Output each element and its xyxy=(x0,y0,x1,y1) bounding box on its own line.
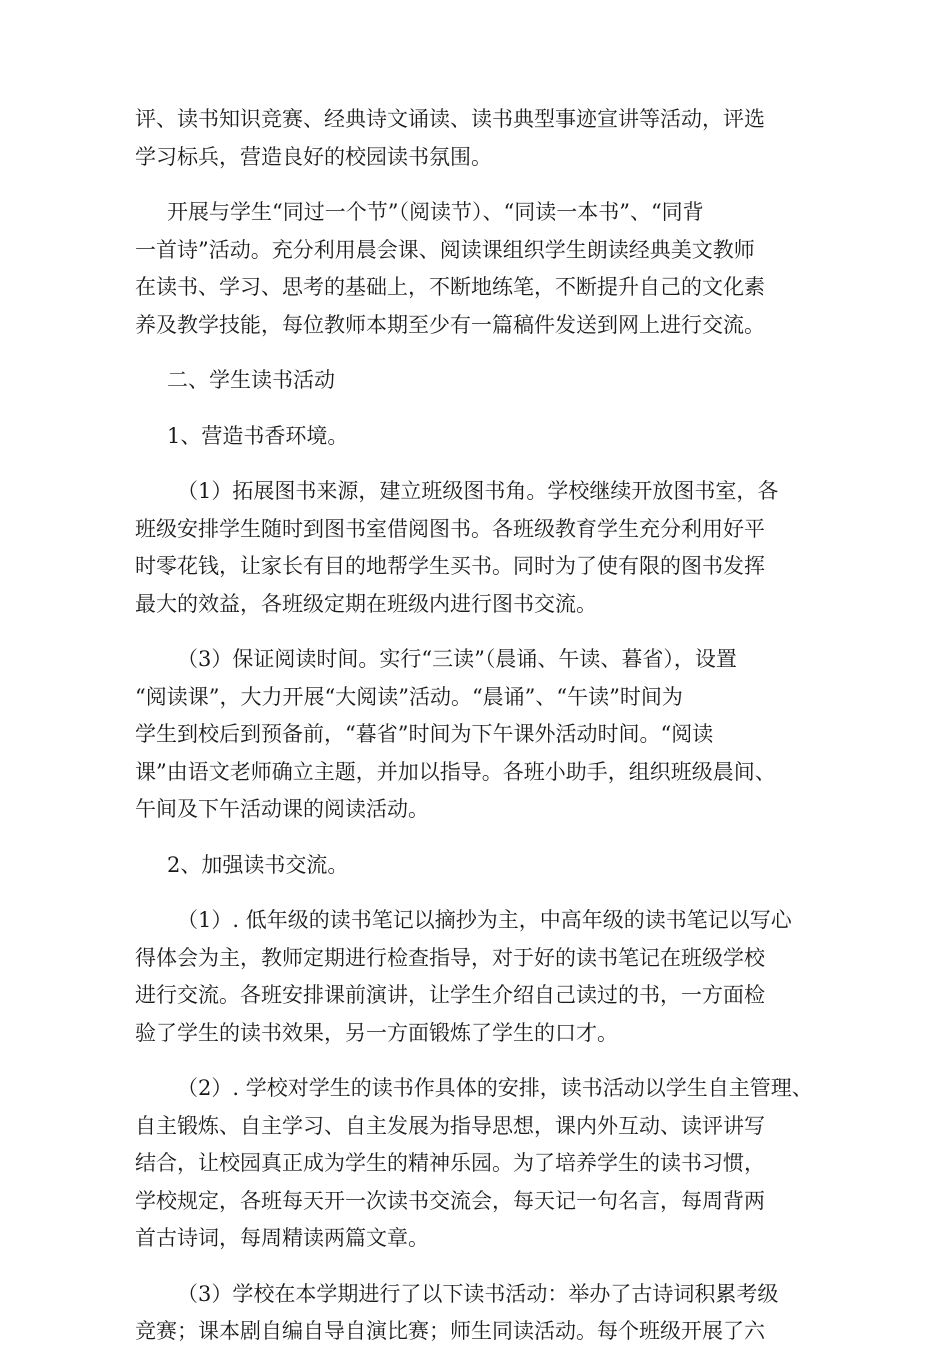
text-line: 学习标兵，营造良好的校园读书氛围。 xyxy=(135,144,492,169)
document-body xyxy=(135,101,825,1369)
text-line: 养及教学技能，每位教师本期至少有一篇稿件发送到网上进行交流。 xyxy=(135,312,765,337)
text-line: 评、读书知识竞赛、经典诗文诵读、读书典型事迹宣讲等活动，评选 xyxy=(135,107,765,131)
text-line: 午间及下午活动课的阅读活动。 xyxy=(135,797,429,821)
text-line: 在读书、学习、思考的基础上，不断地练笔，不断提升自己的文化素 xyxy=(135,275,765,299)
subsection-heading: 2、加强读书交流。 xyxy=(167,852,349,877)
text-line: 得体会为主，教师定期进行检查指导，对于好的读书笔记在班级学校 xyxy=(135,945,765,970)
text-line: 首古诗词，每周精读两篇文章。 xyxy=(135,1226,429,1250)
text-line: 自主锻炼、自主学习、自主发展为指导思想，课内外互动、读评讲写 xyxy=(135,1113,765,1138)
text-line: “阅读课”，大力开展“大阅读”活动。“晨诵”、“午读”时间为 xyxy=(135,684,683,709)
text-line: （3）学校在本学期进行了以下读书活动：举办了古诗词积累考级 xyxy=(177,1281,779,1306)
text-line: 一首诗”活动。充分利用晨会课、阅读课组织学生朗读经典美文教师 xyxy=(135,237,755,262)
text-line: 开展与学生“同过一个节”（阅读节）、“同读一本书”、“同背 xyxy=(167,200,704,224)
text-line: 学校规定，各班每天开一次读书交流会，每天记一句名言，每周背两 xyxy=(135,1188,765,1213)
subsection-heading-environment xyxy=(135,418,825,456)
text-line: （1）拓展图书来源，建立班级图书角。学校继续开放图书室，各 xyxy=(177,479,779,503)
section-heading: 二、学生读书活动 xyxy=(167,368,335,392)
text-line: 结合，让校园真正成为学生的精神乐园。为了培养学生的读书习惯， xyxy=(135,1151,765,1175)
paragraph-reading-time xyxy=(135,641,825,829)
text-line: 班级安排学生随时到图书室借阅图书。各班级教育学生充分利用好平 xyxy=(135,516,765,541)
subsection-heading: 1、营造书香环境。 xyxy=(167,423,349,448)
paragraph-reading-arrangement xyxy=(135,1070,825,1258)
paragraph-book-corner xyxy=(135,473,825,623)
text-line: 最大的效益，各班级定期在班级内进行图书交流。 xyxy=(135,591,597,616)
section-heading-student-reading xyxy=(135,362,825,400)
subsection-heading-exchange xyxy=(135,847,825,885)
text-line: 进行交流。各班安排课前演讲，让学生介绍自己读过的书，一方面检 xyxy=(135,983,765,1007)
text-line: 课”由语文老师确立主题，并加以指导。各班小助手，组织班级晨间、 xyxy=(135,759,776,784)
text-line: 时零花钱，让家长有目的地帮学生买书。同时为了使有限的图书发挥 xyxy=(135,554,765,578)
text-line: 竞赛；课本剧自编自导自演比赛；师生同读活动。每个班级开展了六 xyxy=(135,1319,765,1343)
paragraph-reading-notes xyxy=(135,902,825,1052)
text-line: （3）保证阅读时间。实行“三读”（晨诵、午读、暮省），设置 xyxy=(177,647,737,671)
text-line: （2）. 学校对学生的读书作具体的安排，读书活动以学生自主管理、 xyxy=(177,1076,813,1100)
text-line: 验了学生的读书效果，另一方面锻炼了学生的口才。 xyxy=(135,1020,618,1045)
text-line: 学生到校后到预备前，“暮省”时间为下午课外活动时间。“阅读 xyxy=(135,722,714,746)
paragraph-teacher-reading xyxy=(135,194,825,344)
paragraph-semester-activities xyxy=(135,1276,825,1351)
text-line: （1）. 低年级的读书笔记以摘抄为主，中高年级的读书笔记以写心 xyxy=(177,908,792,932)
paragraph-reading-activities-intro xyxy=(135,101,825,176)
